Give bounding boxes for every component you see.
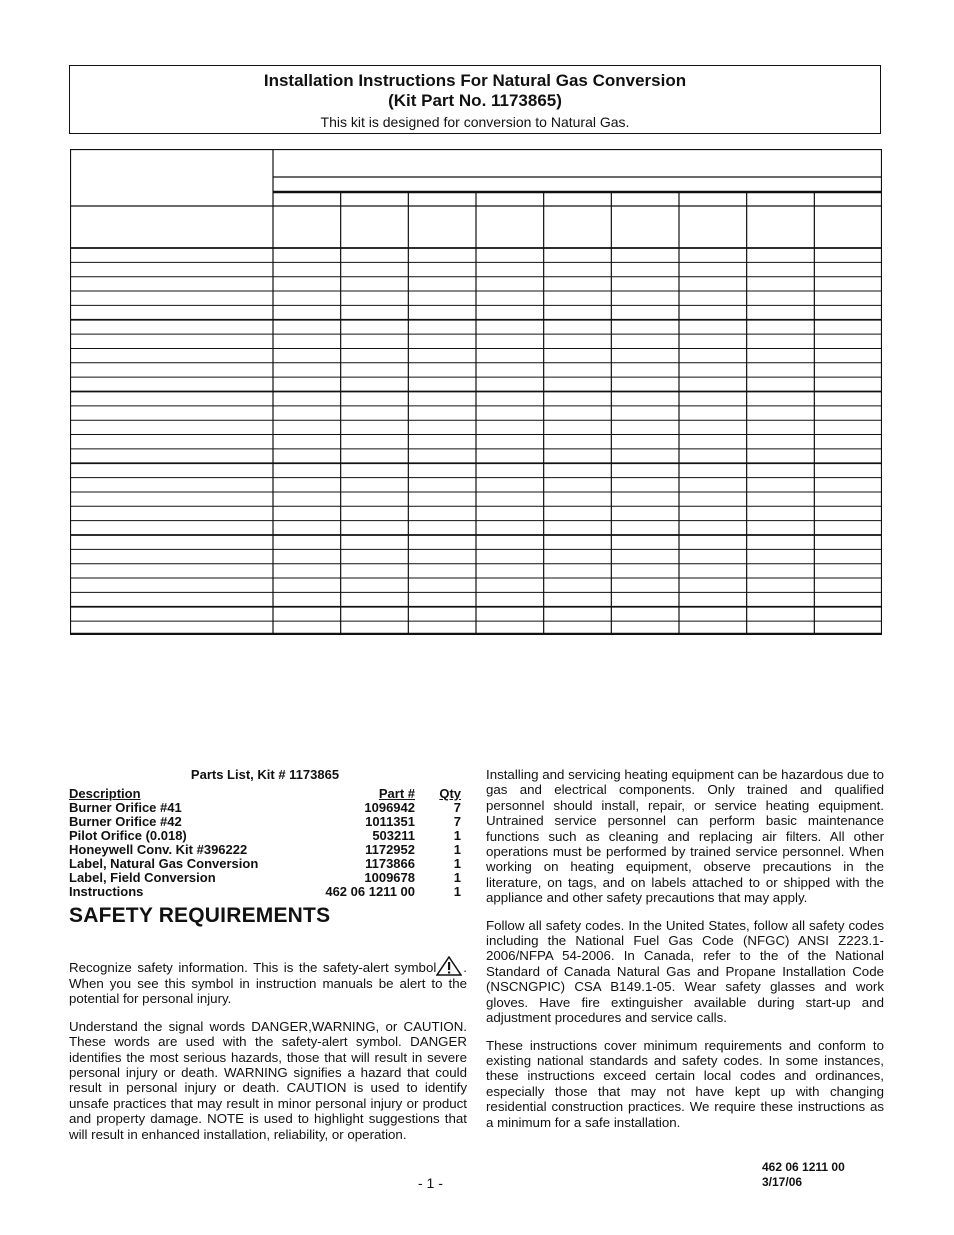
parts-description: Honeywell Conv. Kit #396222	[69, 842, 248, 857]
parts-part: 1011351	[365, 814, 415, 829]
parts-description: Pilot Orifice (0.018)	[69, 828, 187, 843]
page-number: - 1 -	[418, 1175, 443, 1191]
parts-description: Burner Orifice #42	[69, 814, 182, 829]
general-safety-text	[486, 767, 884, 1142]
safety-paragraph-1	[69, 956, 467, 1007]
parts-list-row	[69, 801, 461, 815]
parts-description: Instructions	[69, 884, 144, 899]
parts-qty: 7	[453, 814, 461, 829]
parts-part: 503211	[372, 828, 415, 843]
parts-part: 462 06 1211 00	[325, 884, 415, 899]
parts-list	[69, 767, 461, 899]
parts-list-row	[69, 871, 461, 885]
header-qty: Qty	[439, 786, 461, 801]
document-number-block	[762, 1160, 845, 1190]
parts-list-row	[69, 815, 461, 829]
right-paragraph-3: These instructions cover minimum requirements and conform to existing national standards and safety codes. In some instances, these instructions exceed certain local codes and ordinances, especially those that may not have kept up with changing residential construction practices. We require these instructions as a minimum for a safe installation.	[486, 1037, 884, 1130]
parts-qty: 1	[453, 870, 461, 885]
parts-qty: 1	[453, 884, 461, 899]
safety-paragraph-1a: Recognize safety information. This is the safety-alert symbol	[69, 960, 437, 975]
header-description: Description	[69, 786, 141, 801]
parts-qty: 1	[453, 842, 461, 857]
document-subtitle: This kit is designed for conversion to Natural Gas.	[320, 114, 630, 130]
kit-part-number: (Kit Part No. 1173865)	[388, 91, 562, 110]
parts-description: Label, Natural Gas Conversion	[69, 856, 259, 871]
parts-part: 1009678	[364, 870, 415, 885]
parts-list-row	[69, 885, 461, 899]
parts-list-header	[69, 787, 461, 801]
parts-qty: 7	[453, 800, 461, 815]
document-number: 462 06 1211 00	[762, 1160, 845, 1174]
parts-part: 1172952	[365, 842, 415, 857]
parts-part: 1173866	[365, 856, 415, 871]
parts-qty: 1	[453, 856, 461, 871]
right-paragraph-1: Installing and servicing heating equipment can be hazardous due to gas and electrical components. Only trained and qualified personnel should install, repair, or service heating equipment. Untrained service personnel can perform basic maintenance functions such as cleaning and replacing air filters. All other operations must be performed by trained service personnel. When working on heating equipment, observe precautions in the literature, on tags, and on labels attached to or shipped with the appliance and other safety precautions that may apply.	[486, 767, 884, 906]
header-box	[69, 65, 881, 134]
parts-list-title: Parts List, Kit # 1173865	[190, 767, 340, 782]
header-part: Part #	[378, 786, 415, 801]
parts-description: Label, Field Conversion	[69, 870, 216, 885]
right-paragraph-2: Follow all safety codes. In the United States, follow all safety codes including the National Fuel Gas Code (NFGC) ANSI Z223.1-2006/NFPA 54-2006. In Canada, refer to the of the National Standard of Canada Natural Gas and Propane Installation Code (NSCNGPIC) CSA B149.1-05. Wear safety glasses and work gloves. Have fire extinguisher available during start-up and adjustment procedures and service calls.	[486, 917, 884, 1026]
parts-list-row	[69, 843, 461, 857]
safety-paragraph-2: Understand the signal words DANGER,WARNING, or CAUTION. These words are used with the safety-alert symbol. DANGER identifies the most serious hazards, those that will result in severe personal injury or death. WARNING signifies a hazard that could result in personal injury or death. CAUTION is used to identify unsafe practices that may result in minor personal injury or product and property damage. NOTE is used to highlight suggestions that will result in enhanced installation, reliability, or operation.	[69, 1018, 467, 1142]
parts-list-row	[69, 857, 461, 871]
safety-paragraph-1b: . When you see this symbol in instruction manuals be alert to the potential for personal injury.	[69, 960, 467, 1007]
parts-part: 1096942	[364, 800, 415, 815]
safety-title: SAFETY REQUIREMENTS	[69, 904, 331, 927]
document-title: Installation Instructions For Natural Gas Conversion	[263, 71, 687, 90]
warning-triangle-icon	[436, 956, 462, 976]
parts-list-row	[69, 829, 461, 843]
parts-description: Burner Orifice #41	[69, 800, 182, 815]
document-date: 3/17/06	[762, 1175, 803, 1189]
safety-text	[69, 956, 467, 1154]
parts-qty: 1	[453, 828, 461, 843]
conversion-table-grid	[70, 149, 882, 635]
